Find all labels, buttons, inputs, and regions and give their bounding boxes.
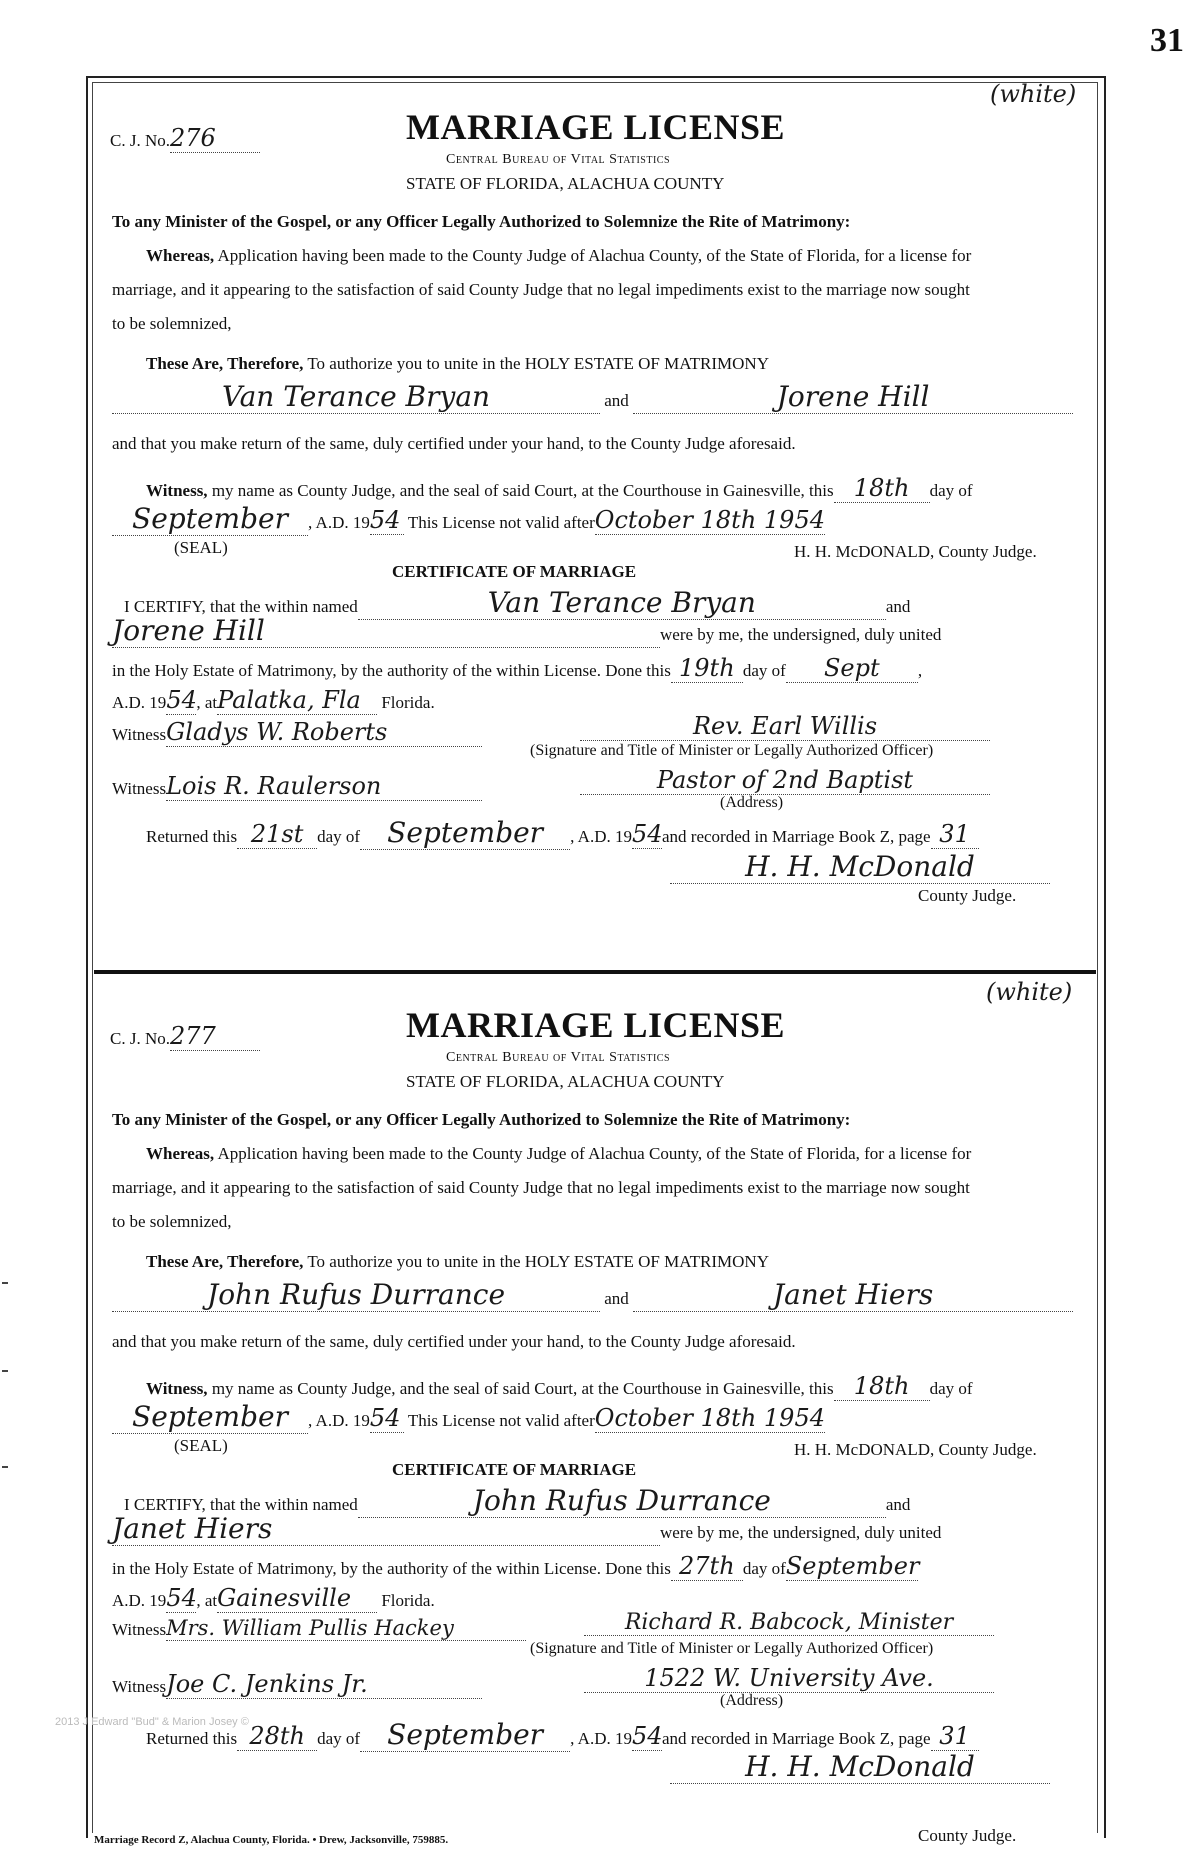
seal-label: (SEAL): [174, 1436, 228, 1455]
address-line: To any Minister of the Gospel, or any Officer Legally Authorized to Solemnize the Rite of Matrimony:: [112, 212, 851, 231]
race-note: (white): [986, 978, 1073, 1006]
done-month: Sept: [786, 654, 918, 683]
witness2-name: Joe C. Jenkins Jr.: [166, 1670, 482, 1699]
state-county: STATE OF FLORIDA, ALACHUA COUNTY: [406, 1072, 725, 1091]
return-ad: , A.D. 19: [570, 827, 632, 846]
certificate-title: CERTIFICATE OF MARRIAGE: [392, 1460, 637, 1479]
return-text: and that you make return of the same, duly certified under your hand, to the County Judge aforesaid.: [112, 434, 796, 453]
done-day: 19th: [671, 654, 743, 683]
signature-caption: (Signature and Title of Minister or Legally Authorized Officer): [530, 742, 934, 759]
judge-signature: H. H. McDonald: [670, 1750, 1050, 1784]
these-are-label: These Are, Therefore,: [146, 1252, 304, 1271]
certificate-title: CERTIFICATE OF MARRIAGE: [392, 562, 637, 581]
cj-number: 276: [170, 124, 260, 153]
address-caption: (Address): [720, 1692, 784, 1709]
holy-estate-text: in the Holy Estate of Matrimony, by the authority of the within License. Done this: [112, 1559, 671, 1578]
and-label: and: [604, 391, 629, 410]
return-year: 54: [631, 820, 663, 848]
done-day: 27th: [671, 1552, 743, 1581]
not-valid-label: This License not valid after: [407, 1411, 595, 1430]
and-label: and: [604, 1289, 629, 1308]
whereas-line-1: Application having been made to the County Judge of Alachua County, of the State of Florida, for a license for: [217, 246, 972, 265]
witness1-name: Mrs. William Pullis Hackey: [166, 1616, 526, 1641]
certify-label: I CERTIFY, that the within named: [124, 597, 358, 616]
address-line: To any Minister of the Gospel, or any Officer Legally Authorized to Solemnize the Rite of Matrimony:: [112, 1110, 851, 1129]
return-day: 21st: [237, 820, 317, 849]
issue-year: 54: [370, 1404, 404, 1433]
license-title: MARRIAGE LICENSE: [406, 1005, 786, 1045]
witness-text: my name as County Judge, and the seal of said Court, at the Courthouse in Gainesville, this: [211, 481, 834, 500]
groom-name: John Rufus Durrance: [112, 1278, 600, 1312]
whereas-label: Whereas,: [146, 1144, 215, 1163]
witness-label: Witness,: [146, 1379, 208, 1398]
holy-estate-text: in the Holy Estate of Matrimony, by the authority of the within License. Done this: [112, 661, 671, 680]
whereas-line-3: to be solemnized,: [112, 1212, 232, 1231]
cert-groom: Van Terance Bryan: [358, 586, 886, 620]
license-title: MARRIAGE LICENSE: [406, 107, 786, 147]
cj-label: C. J. No.: [110, 1029, 170, 1048]
officiant-signature: Rev. Earl Willis: [580, 712, 990, 741]
done-year: 54: [166, 686, 197, 714]
bureau-name: Central Bureau of Vital Statistics: [446, 1050, 671, 1065]
witness2-label: Witness: [112, 779, 167, 798]
ad-label: , A.D. 19: [308, 1411, 370, 1430]
not-valid-label: This License not valid after: [407, 513, 595, 532]
witness1-name: Gladys W. Roberts: [166, 718, 482, 747]
cert-and: and: [885, 597, 911, 616]
return-day: 28th: [237, 1722, 317, 1751]
these-are-text: To authorize you to unite in the HOLY ESTATE OF MATRIMONY: [307, 354, 769, 373]
done-month: September: [785, 1552, 920, 1580]
signature-caption: (Signature and Title of Minister or Legally Authorized Officer): [530, 1640, 934, 1657]
ad-label: , A.D. 19: [308, 513, 370, 532]
issue-month: September: [112, 1400, 308, 1434]
at-label: , at: [196, 1591, 218, 1610]
margin-mark: [2, 1282, 8, 1284]
expiry-date: October 18th 1954: [594, 1404, 825, 1432]
cert-and: and: [885, 1495, 911, 1514]
judge-signature: H. H. McDonald: [670, 850, 1050, 884]
whereas-line-1: Application having been made to the County Judge of Alachua County, of the State of Florida, for a license for: [217, 1144, 972, 1163]
witness2-name: Lois R. Raulerson: [166, 772, 482, 801]
judge-name: H. H. McDONALD, County Judge.: [794, 1440, 1037, 1459]
returned-label: Returned this: [146, 1729, 238, 1748]
margin-mark: [2, 1370, 8, 1372]
officiant-signature: Richard R. Babcock, Minister: [584, 1610, 994, 1636]
issue-day: 18th: [834, 474, 930, 503]
whereas-line-3: to be solemnized,: [112, 314, 232, 333]
marriage-place: Palatka, Fla: [217, 686, 377, 715]
record-page: 31: [931, 820, 979, 849]
seal-label: (SEAL): [174, 538, 228, 557]
issue-year: 54: [370, 506, 404, 535]
expiry-date: October 18th 1954: [594, 506, 825, 534]
whereas-label: Whereas,: [146, 246, 215, 265]
florida-label: Florida.: [381, 1591, 435, 1610]
bride-name: Janet Hiers: [633, 1278, 1073, 1312]
done-year: 54: [166, 1584, 197, 1612]
license-divider: [94, 970, 1096, 974]
copyright-watermark: 2013 J Edward "Bud" & Marion Josey ©: [55, 1716, 249, 1728]
done-ad: A.D. 19: [112, 693, 167, 712]
witness1-label: Witness: [112, 1620, 167, 1639]
bride-name: Jorene Hill: [633, 380, 1073, 414]
cj-label: C. J. No.: [110, 131, 170, 150]
margin-mark: [2, 1466, 8, 1468]
witness-text: my name as County Judge, and the seal of said Court, at the Courthouse in Gainesville, this: [211, 1379, 834, 1398]
these-are-label: These Are, Therefore,: [146, 354, 304, 373]
witness-label: Witness,: [146, 481, 208, 500]
whereas-line-2: marriage, and it appearing to the satisfaction of said County Judge that no legal impediments exist to the marriage now sought: [112, 1178, 970, 1197]
return-ad: , A.D. 19: [570, 1729, 632, 1748]
recorded-label: and recorded in Marriage Book Z, page: [661, 827, 931, 846]
page-number: 31: [1150, 22, 1184, 59]
marriage-place: Gainesville: [217, 1584, 377, 1613]
race-note: (white): [990, 80, 1077, 108]
return-day-of: day of: [317, 827, 361, 846]
judge-name: H. H. McDONALD, County Judge.: [794, 542, 1037, 561]
united-label: were by me, the undersigned, duly united: [660, 1523, 942, 1542]
officiant-address: 1522 W. University Ave.: [584, 1664, 994, 1693]
whereas-line-2: marriage, and it appearing to the satisfaction of said County Judge that no legal impediments exist to the marriage now sought: [112, 280, 970, 299]
issue-month: September: [112, 502, 308, 536]
return-month: September: [360, 1718, 570, 1752]
united-label: were by me, the undersigned, duly united: [660, 625, 942, 644]
county-judge-label: County Judge.: [918, 886, 1017, 905]
done-day-of: day of: [742, 661, 786, 680]
day-of: day of: [929, 1379, 973, 1398]
bureau-name: Central Bureau of Vital Statistics: [446, 152, 671, 167]
state-county: STATE OF FLORIDA, ALACHUA COUNTY: [406, 174, 725, 193]
cert-bride: Jorene Hill: [112, 614, 660, 648]
cj-number: 277: [170, 1022, 260, 1051]
return-day-of: day of: [317, 1729, 361, 1748]
return-month: September: [360, 816, 570, 850]
witness2-label: Witness: [112, 1677, 167, 1696]
record-page: 31: [931, 1722, 979, 1751]
recorded-label: and recorded in Marriage Book Z, page: [661, 1729, 931, 1748]
issue-day: 18th: [834, 1372, 930, 1401]
returned-label: Returned this: [146, 827, 238, 846]
done-ad: A.D. 19: [112, 1591, 167, 1610]
done-day-of: day of: [742, 1559, 786, 1578]
return-year: 54: [631, 1722, 663, 1750]
footer-imprint: Marriage Record Z, Alachua County, Florida. • Drew, Jacksonville, 759885.: [94, 1834, 449, 1846]
return-text: and that you make return of the same, duly certified under your hand, to the County Judge aforesaid.: [112, 1332, 796, 1351]
officiant-address: Pastor of 2nd Baptist: [580, 766, 990, 795]
address-caption: (Address): [720, 794, 784, 811]
at-label: , at: [196, 693, 218, 712]
cert-bride: Janet Hiers: [112, 1512, 660, 1546]
day-of: day of: [929, 481, 973, 500]
groom-name: Van Terance Bryan: [112, 380, 600, 414]
cert-groom: John Rufus Durrance: [358, 1484, 886, 1518]
these-are-text: To authorize you to unite in the HOLY ESTATE OF MATRIMONY: [307, 1252, 769, 1271]
certify-label: I CERTIFY, that the within named: [124, 1495, 358, 1514]
florida-label: Florida.: [381, 693, 435, 712]
county-judge-label: County Judge.: [918, 1826, 1017, 1845]
witness1-label: Witness: [112, 725, 167, 744]
